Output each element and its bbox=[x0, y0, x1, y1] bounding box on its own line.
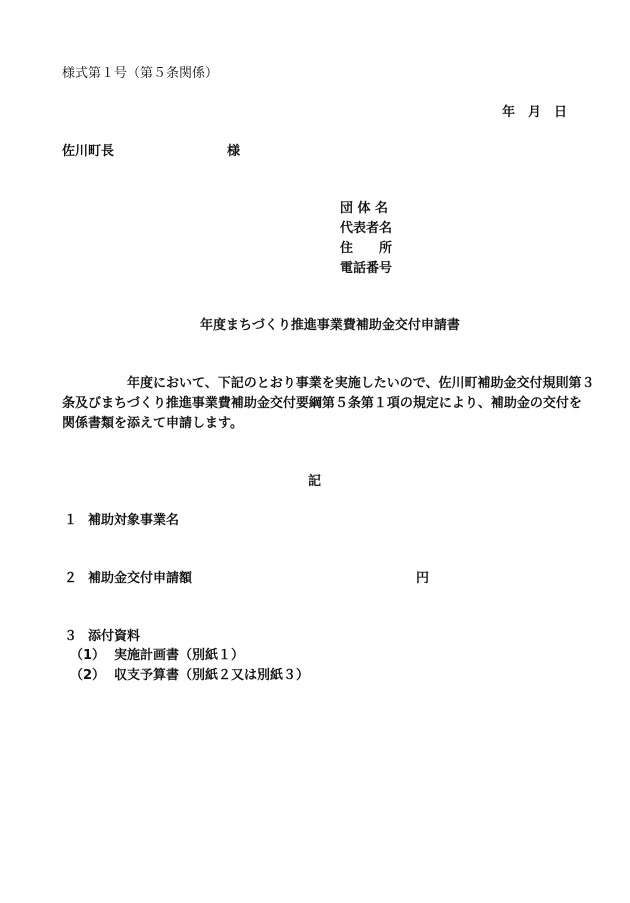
attachment-1-text: 実施計画書（別紙１） bbox=[114, 648, 245, 663]
item3-number: ３ bbox=[64, 629, 78, 644]
attachment-2-text: 収支予算書（別紙２又は別紙３） bbox=[114, 668, 310, 683]
attachment-1-number: （1） bbox=[70, 648, 106, 663]
addressee-honorific: 様 bbox=[227, 144, 241, 159]
item2-unit: 円 bbox=[416, 571, 430, 586]
date-line: 年 月 日 bbox=[502, 105, 568, 120]
item2-number: ２ bbox=[64, 571, 78, 586]
body-line: 関係書類を添えて申請します。 bbox=[62, 416, 243, 431]
address-label: 住 所 bbox=[340, 241, 393, 256]
item1-number: １ bbox=[64, 513, 78, 528]
item2-label: 補助金交付申請額 bbox=[88, 571, 193, 586]
representative-label: 代表者名 bbox=[340, 221, 393, 236]
body-line: 年度において、下記のとおり事業を実施したいので、佐川町補助金交付規則第３ bbox=[62, 376, 595, 391]
body-paragraph bbox=[62, 374, 595, 434]
attachment-2-number: （2） bbox=[70, 668, 106, 683]
body-line: 条及びまちづくり推進事業費補助金交付要綱第５条第１項の規定により、補助金の交付を bbox=[62, 396, 582, 411]
group-name-label: 団 体 名 bbox=[340, 201, 389, 216]
phone-label: 電話番号 bbox=[340, 261, 393, 276]
form-number: 様式第１号（第５条関係） bbox=[62, 66, 219, 81]
item1-label: 補助対象事業名 bbox=[88, 513, 180, 528]
item3-label: 添付資料 bbox=[88, 629, 141, 644]
document-title: 年度まちづくり推進事業費補助金交付申請書 bbox=[200, 318, 460, 333]
ki-heading: 記 bbox=[308, 474, 322, 489]
addressee-name: 佐川町長 bbox=[62, 144, 115, 159]
